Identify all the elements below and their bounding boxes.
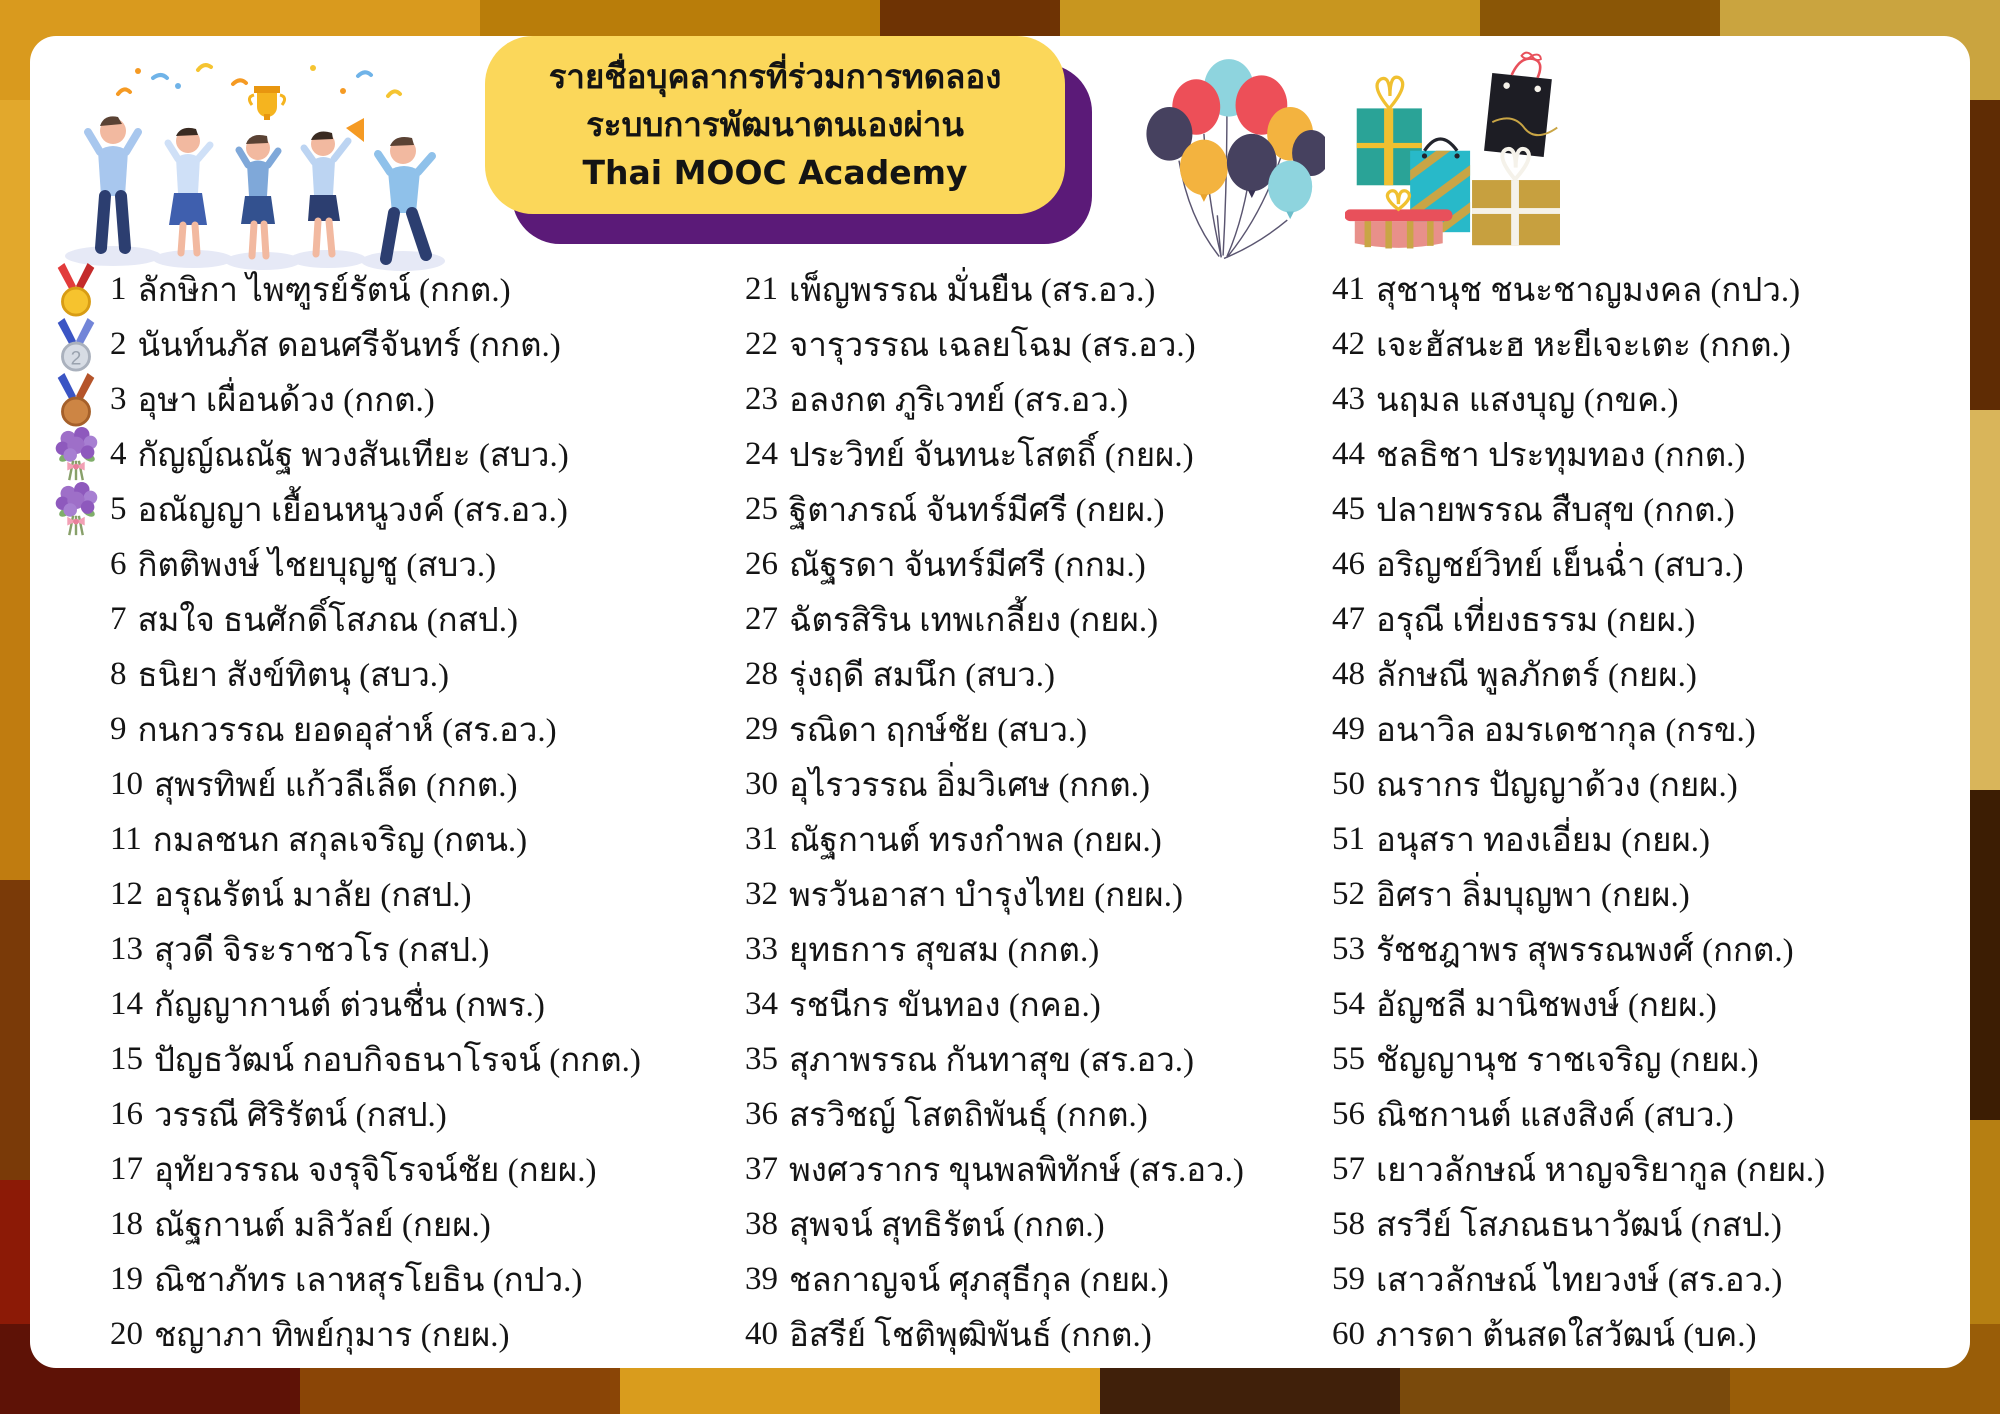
entry-number: 32 [745, 876, 778, 912]
entry-number: 17 [110, 1151, 143, 1187]
silver-medal-icon [50, 317, 102, 373]
entry-number: 9 [110, 711, 127, 747]
list-item [1332, 482, 1942, 537]
entry-number: 25 [745, 491, 778, 527]
entry-text: เพ็ญพรรณ มั่นยืน (สร.อว.) [789, 273, 1156, 309]
entry-number: 22 [745, 326, 778, 362]
entry-number: 57 [1332, 1151, 1365, 1187]
entry-text: สรวีย์ โสภณธนาวัฒน์ (กสป.) [1376, 1208, 1782, 1244]
entry-number: 49 [1332, 711, 1365, 747]
list-item [1332, 702, 1942, 757]
entry-text: จารุวรรณ เฉลยโฉม (สร.อว.) [789, 328, 1196, 364]
entry-text: อุไรวรรณ อิ่มวิเศษ (กกต.) [789, 768, 1150, 804]
entry-number: 34 [745, 986, 778, 1022]
list-item [1332, 977, 1942, 1032]
list-item [110, 922, 730, 977]
entry-number: 8 [110, 656, 127, 692]
list-item [745, 592, 1335, 647]
entry-text: อรุณี เที่ยงธรรม (กยผ.) [1376, 603, 1696, 639]
list-item [1332, 922, 1942, 977]
list-item [110, 262, 730, 317]
list-item [110, 1142, 730, 1197]
entry-text: ภารดา ต้นสดใสวัฒน์ (บค.) [1376, 1318, 1757, 1354]
entry-text: อณัญญา เยื้อนหนูวงค์ (สร.อว.) [137, 493, 568, 529]
entry-number: 28 [745, 656, 778, 692]
entry-number: 60 [1332, 1316, 1365, 1352]
entry-number: 7 [110, 601, 127, 637]
list-item [110, 702, 730, 757]
entry-text: สุวดี จิระราชวโร (กสป.) [154, 933, 490, 969]
entry-text: อนุสรา ทองเอี่ยม (กยผ.) [1376, 823, 1711, 859]
entry-number: 58 [1332, 1206, 1365, 1242]
entry-number: 46 [1332, 546, 1365, 582]
list-item [745, 482, 1335, 537]
entry-text: เจะฮัสนะฮ หะยีเจะเตะ (กกต.) [1376, 328, 1791, 364]
entry-text: กัญญ์ณณัฐ พวงสันเทียะ (สบว.) [137, 438, 569, 474]
list-item [745, 537, 1335, 592]
entry-text: อิศรา ลิ่มบุญพา (กยผ.) [1376, 878, 1690, 914]
list-item [1332, 537, 1942, 592]
entry-number: 2 [110, 326, 127, 362]
entry-number: 59 [1332, 1261, 1365, 1297]
list-item [1332, 812, 1942, 867]
entry-text: ชญาภา ทิพย์กุมาร (กยผ.) [154, 1318, 510, 1354]
entry-number: 20 [110, 1316, 143, 1352]
list-item [1332, 317, 1942, 372]
entry-number: 23 [745, 381, 778, 417]
title-line-1: รายชื่อบุคลากรที่ร่วมการทดลอง [548, 57, 1002, 96]
list-item [745, 1307, 1335, 1362]
entry-text: กิตติพงษ์ ไชยบุญชู (สบว.) [137, 548, 497, 584]
entry-text: อัญชลี มานิชพงษ์ (กยผ.) [1376, 988, 1717, 1024]
list-item [1332, 757, 1942, 812]
entry-number: 4 [110, 436, 127, 472]
entry-number: 12 [110, 876, 143, 912]
entry-text: ชลธิชา ประทุมทอง (กกต.) [1376, 438, 1746, 474]
bronze-medal-icon [50, 372, 102, 428]
entry-text: ลักษิกา ไพฑูรย์รัตน์ (กกต.) [137, 273, 511, 309]
flower-bouquet-icon [50, 482, 102, 538]
entry-number: 43 [1332, 381, 1365, 417]
flower-bouquet-icon [50, 427, 102, 483]
list-column-3 [1332, 262, 1942, 1362]
gift-boxes-illustration [1345, 44, 1560, 264]
list-item [745, 427, 1335, 482]
entry-text: ณิชกานต์ แสงสิงค์ (สบว.) [1376, 1098, 1734, 1134]
entry-text: ฐิตาภรณ์ จันทร์มีศรี (กยผ.) [789, 493, 1165, 529]
svg-text:2: 2 [70, 347, 82, 369]
entry-text: นฤมล แสงบุญ (กขค.) [1376, 383, 1679, 419]
entry-number: 21 [745, 271, 778, 307]
list-item [745, 922, 1335, 977]
entry-text: ชลกาญจน์ ศุภสุธีกุล (กยผ.) [789, 1263, 1169, 1299]
list-item [110, 1087, 730, 1142]
entry-number: 41 [1332, 271, 1365, 307]
entry-text: อุทัยวรรณ จงรุจิโรจน์ชัย (กยผ.) [154, 1153, 597, 1189]
trophy-icon [249, 86, 284, 120]
entry-text: วรรณี ศิริรัตน์ (กสป.) [154, 1098, 447, 1134]
list-item [1332, 1307, 1942, 1362]
entry-number: 42 [1332, 326, 1365, 362]
entry-number: 27 [745, 601, 778, 637]
entry-number: 29 [745, 711, 778, 747]
list-item [110, 1252, 730, 1307]
entry-text: รัชชฎาพร สุพรรณพงศ์ (กกต.) [1376, 933, 1794, 969]
entry-text: กนกวรรณ ยอดอุส่าห์ (สร.อว.) [137, 713, 557, 749]
entry-text: อนาวิล อมรเดชากุล (กรข.) [1376, 713, 1756, 749]
entry-number: 24 [745, 436, 778, 472]
entry-number: 16 [110, 1096, 143, 1132]
entry-text: เยาวลักษณ์ หาญจริยากูล (กยผ.) [1376, 1153, 1826, 1189]
list-item [745, 977, 1335, 1032]
entry-number: 53 [1332, 931, 1365, 967]
entry-number: 48 [1332, 656, 1365, 692]
list-item [110, 372, 730, 427]
entry-number: 56 [1332, 1096, 1365, 1132]
entry-text: นันท์นภัส ดอนศรีจันทร์ (กกต.) [137, 328, 561, 364]
entry-text: รณิดา ฤกษ์ชัย (สบว.) [789, 713, 1088, 749]
entry-number: 35 [745, 1041, 778, 1077]
list-item [110, 592, 730, 647]
entry-number: 36 [745, 1096, 778, 1132]
entry-text: พรวันอาสา บำรุงไทย (กยผ.) [789, 878, 1183, 914]
entry-number: 14 [110, 986, 143, 1022]
list-item [1332, 1252, 1942, 1307]
list-item [745, 262, 1335, 317]
entry-number: 40 [745, 1316, 778, 1352]
list-item [110, 1032, 730, 1087]
entry-text: ณัฐกานต์ ทรงกำพล (กยผ.) [789, 823, 1162, 859]
entry-number: 3 [110, 381, 127, 417]
list-item [110, 812, 730, 867]
list-item [110, 1197, 730, 1252]
entry-number: 19 [110, 1261, 143, 1297]
entry-text: สุชานุช ชนะชาญมงคล (กปว.) [1376, 273, 1801, 309]
poster-card [30, 36, 1970, 1368]
list-item [110, 427, 730, 482]
list-item [1332, 372, 1942, 427]
entry-text: รุ่งฤดี สมนึก (สบว.) [789, 658, 1056, 694]
entry-number: 55 [1332, 1041, 1365, 1077]
list-item [745, 317, 1335, 372]
list-item [1332, 1142, 1942, 1197]
entry-number: 5 [110, 491, 127, 527]
entry-number: 54 [1332, 986, 1365, 1022]
entry-number: 6 [110, 546, 127, 582]
entry-number: 10 [110, 766, 143, 802]
list-item [110, 647, 730, 702]
entry-text: อลงกต ภูริเวทย์ (สร.อว.) [789, 383, 1129, 419]
list-item [110, 482, 730, 537]
entry-text: ยุทธการ สุขสม (กกต.) [789, 933, 1100, 969]
list-item [745, 647, 1335, 702]
entry-text: สุพรทิพย์ แก้วลีเล็ด (กกต.) [154, 768, 518, 804]
list-item [1332, 1032, 1942, 1087]
list-item [1332, 592, 1942, 647]
list-item [745, 757, 1335, 812]
list-item [745, 867, 1335, 922]
list-item [110, 757, 730, 812]
entry-number: 45 [1332, 491, 1365, 527]
entry-number: 39 [745, 1261, 778, 1297]
list-item [745, 812, 1335, 867]
list-item [1332, 867, 1942, 922]
list-item [1332, 647, 1942, 702]
entry-text: ประวิทย์ จันทนะโสตถิ์ (กยผ.) [789, 438, 1194, 474]
entry-text: สมใจ ธนศักดิ์โสภณ (กสป.) [137, 603, 518, 639]
entry-text: กัญญากานต์ ต่วนชื่น (กพร.) [154, 988, 545, 1024]
list-item [110, 1307, 730, 1362]
entry-number: 51 [1332, 821, 1365, 857]
entry-text: ณัฐกานต์ มลิวัลย์ (กยผ.) [154, 1208, 491, 1244]
title-line-3: Thai MOOC Academy [582, 153, 968, 192]
list-item [110, 977, 730, 1032]
list-item [745, 702, 1335, 757]
list-item [1332, 1087, 1942, 1142]
entry-text: ธนิยา สังข์ทิตนุ (สบว.) [137, 658, 449, 694]
list-item [110, 867, 730, 922]
entry-text: ลักษณี พูลภักตร์ (กยผ.) [1376, 658, 1697, 694]
list-column-2 [745, 262, 1335, 1362]
entry-text: กมลชนก สกุลเจริญ (กตน.) [152, 823, 528, 859]
list-item [1332, 1197, 1942, 1252]
entry-number: 1 [110, 271, 127, 307]
list-item [745, 1197, 1335, 1252]
title-line-2: ระบบการพัฒนาตนเองผ่าน [586, 105, 964, 144]
entry-number: 11 [110, 821, 142, 857]
entry-number: 33 [745, 931, 778, 967]
entry-text: ณิชาภัทร เลาหสุรโยธิน (กปว.) [154, 1263, 583, 1299]
entry-text: ปลายพรรณ สืบสุข (กกต.) [1376, 493, 1735, 529]
entry-number: 37 [745, 1151, 778, 1187]
entry-number: 50 [1332, 766, 1365, 802]
entry-text: รชนีกร ขันทอง (กคอ.) [789, 988, 1101, 1024]
entry-number: 30 [745, 766, 778, 802]
list-item [1332, 427, 1942, 482]
entry-text: ฉัตรสิริน เทพเกลี้ยง (กยผ.) [789, 603, 1159, 639]
entry-text: อุษา เผื่อนด้วง (กกต.) [137, 383, 435, 419]
list-item [745, 1142, 1335, 1197]
entry-text: สุพจน์ สุทธิรัตน์ (กกต.) [789, 1208, 1105, 1244]
title-banner [485, 36, 1065, 214]
list-item [745, 1032, 1335, 1087]
list-column-1 [70, 262, 730, 1362]
entry-text: สุภาพรรณ กันทาสุข (สร.อว.) [789, 1043, 1194, 1079]
entry-text: ณัฐรดา จันทร์มีศรี (กกม.) [789, 548, 1146, 584]
entry-text: สรวิชญ์ โสตถิพันธุ์ (กกต.) [789, 1098, 1148, 1134]
entry-number: 26 [745, 546, 778, 582]
entry-number: 38 [745, 1206, 778, 1242]
entry-text: ณรากร ปัญญาด้วง (กยผ.) [1376, 768, 1738, 804]
list-item [70, 317, 730, 372]
list-item [745, 372, 1335, 427]
entry-text: อรุณรัตน์ มาลัย (กสป.) [154, 878, 472, 914]
entry-number: 15 [110, 1041, 143, 1077]
entry-text: อิสรีย์ โชติพุฒิพันธ์ (กกต.) [789, 1318, 1152, 1354]
entry-number: 13 [110, 931, 143, 967]
entry-text: พงศวรากร ขุนพลพิทักษ์ (สร.อว.) [789, 1153, 1244, 1189]
balloon-bouquet-illustration [1125, 38, 1325, 268]
list-item [745, 1087, 1335, 1142]
entry-number: 52 [1332, 876, 1365, 912]
entry-number: 44 [1332, 436, 1365, 472]
entry-number: 31 [745, 821, 778, 857]
gold-medal-icon [50, 262, 102, 318]
entry-text: เสาวลักษณ์ ไทยวงษ์ (สร.อว.) [1376, 1263, 1783, 1299]
list-item [1332, 262, 1942, 317]
celebrating-people-illustration [58, 56, 468, 271]
list-item [745, 1252, 1335, 1307]
entry-number: 47 [1332, 601, 1365, 637]
entry-text: อริญชย์วิทย์ เย็นฉ่ำ (สบว.) [1376, 548, 1744, 584]
entry-text: ชัญญานุช ราชเจริญ (กยผ.) [1376, 1043, 1759, 1079]
entry-number: 18 [110, 1206, 143, 1242]
list-item [110, 537, 730, 592]
entry-text: ปัญธวัฒน์ กอบกิจธนาโรจน์ (กกต.) [154, 1043, 641, 1079]
